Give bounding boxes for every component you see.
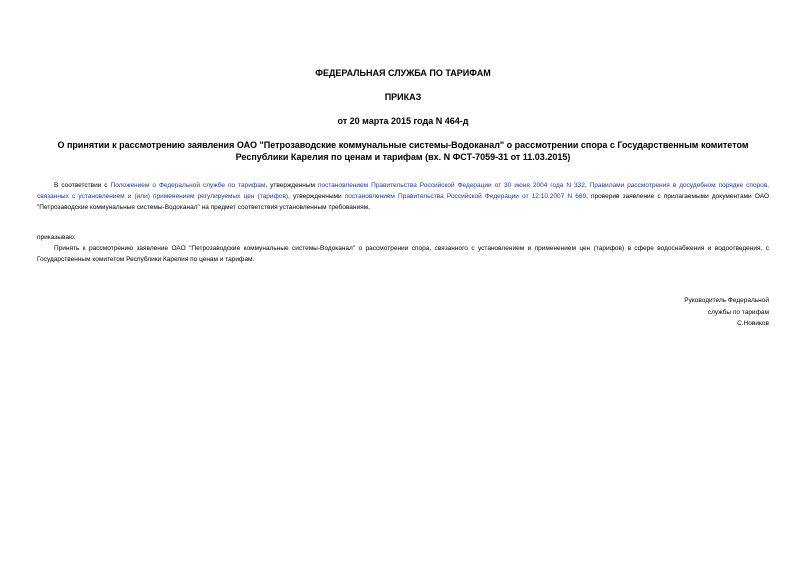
document-type: ПРИКАЗ xyxy=(384,92,422,102)
document-subject: О принятии к рассмотрению заявления ОАО "Петрозаводские коммунальные системы-Водоканал" о рассмотрении спора с Государственным комитетом Республики Карелия по ценам и тарифам (вх. N ФСТ-7059-31 от 11.03.2015) xyxy=(57,140,749,162)
preamble-text: , утвержденными xyxy=(288,193,345,200)
signature-block xyxy=(684,295,769,330)
document-page xyxy=(37,0,769,571)
link-government-decree-669[interactable]: постановлением Правительства Российской Федерации от 12.10.2007 N 669 xyxy=(344,193,587,200)
order-word: приказываю: xyxy=(37,234,76,241)
agency-heading: ФЕДЕРАЛЬНАЯ СЛУЖБА ПО ТАРИФАМ xyxy=(315,68,491,78)
signature-position: Руководитель Федеральной xyxy=(684,297,769,304)
preamble-text: , проверив заявление с прилагаемыми документами ОАО "Петрозаводские коммунальные системы-Водоканал" на предмет соответствия установленным требованиям, xyxy=(37,193,769,211)
link-government-decree-332[interactable]: постановлением Правительства Российской Федерации от 30 июня 2004 года N 332 xyxy=(318,182,585,189)
signature-agency: службы по тарифам xyxy=(707,308,769,316)
preamble-paragraph xyxy=(37,180,769,213)
preamble-text: , утвержденным xyxy=(265,182,319,189)
link-dispute-rules[interactable]: Правилами рассмотрения в досудебном порядке споров, связанных с установлением и (или) применением регулируемых цен (тарифов) xyxy=(37,182,769,200)
preamble-text: , xyxy=(584,182,590,189)
document-date-number: от 20 марта 2015 года N 464-д xyxy=(337,116,469,126)
preamble-text: В соответствии с xyxy=(54,182,111,189)
link-fst-regulation[interactable]: Положением о Федеральной службе по тарифам xyxy=(110,182,266,189)
signature-name: С.Новиков xyxy=(737,320,769,327)
order-paragraph: Принять к рассмотрению заявление ОАО "Петрозаводские коммунальные системы-Водоканал" о рассмотрении спора, связанного с установлением и применением цен (тарифов) в сфере водоснабжения и водоотведения, с Государственным комитетом Республики Карелия по ценам и тарифам. xyxy=(37,245,769,263)
